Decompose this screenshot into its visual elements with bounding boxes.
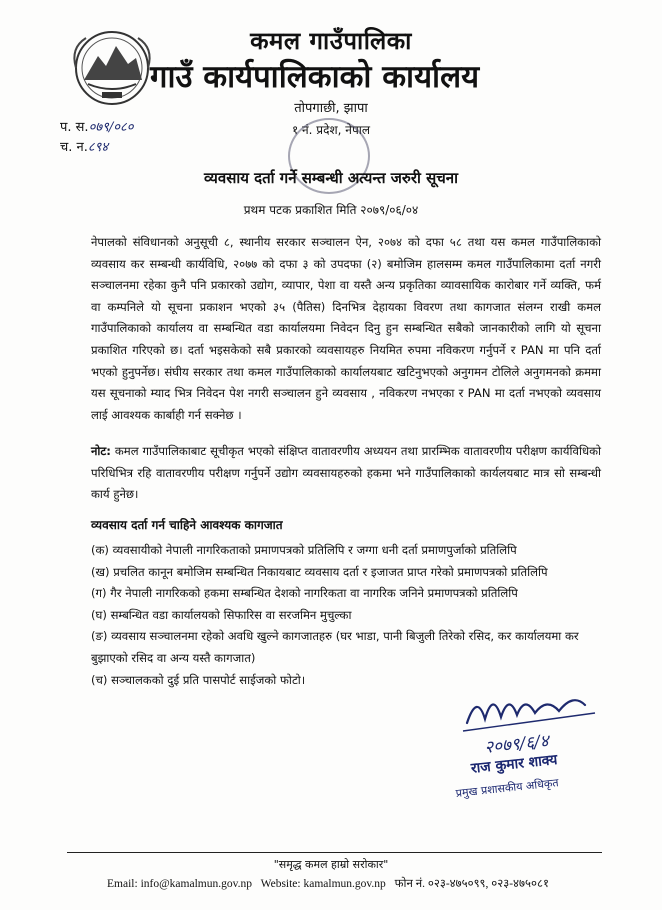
document-item: (घ) सम्बन्धित वडा कार्यालयको सिफारिस वा सरजमिन मुचुल्का	[91, 607, 352, 622]
note-text: कमल गाउँपालिकाबाट सूचीकृत भएको संक्षिप्त वातावरणीय अध्ययन तथा प्रारम्भिक वातावरणीय परीक्षण कार्यविधिको परिधिभित्र रहि वातावरणीय परीक्षण गर्नुपर्ने उद्योग व्यवसायहरुको हकमा भने गाउँपालिकाको कार्यलयबाट मात्र सो सम्बन्धी कार्य हुनेछ।	[91, 444, 601, 502]
notice-body	[91, 232, 601, 426]
municipality-name: कमल गाउँपालिका	[250, 27, 412, 55]
office-location: तोपगाछी, झापा	[294, 101, 368, 116]
signatory-name: राज कुमार शाक्य	[470, 751, 559, 777]
cn-label: च. न.	[60, 140, 88, 155]
publish-date: प्रथम पटक प्रकाशित मिति २०७९/०६/०४	[243, 203, 419, 217]
signatory-designation: प्रमुख प्रशासकीय अधिकृत	[455, 776, 560, 800]
document-item: (ख) प्रचलित कानून बमोजिम सम्बन्धित निकायबाट व्यवसाय दर्ता र इजाजत प्राप्त गरेको प्रमाणपत्रको प्रतिलिपि	[91, 564, 548, 579]
footer-phone: फोन नं. ०२३-४७५०९९, ०२३-४७५०८१	[394, 878, 549, 890]
cn-value: ८९४	[87, 140, 109, 155]
ps-value: ०७९/०८०	[88, 120, 134, 135]
footer-website: Website: kamalmun.gov.np	[260, 878, 386, 890]
office-name: गाउँ कार्यपालिकाको कार्यालय	[150, 59, 480, 95]
document-item: (ग) गैर नेपाली नागरिकको हकमा सम्बन्धित देशको नागरिकता वा नागरिक जनिने प्रमाणपत्रको प्रतिलिपि	[91, 586, 518, 601]
reference-block	[60, 118, 134, 158]
documents-list	[91, 540, 611, 691]
footer-email: Email: info@kamalmun.gov.np	[107, 878, 252, 890]
svg-text:२०७९/६/४: २०७९/६/४	[483, 731, 550, 758]
footer-divider	[67, 852, 602, 853]
note-block	[91, 441, 601, 506]
document-item: (च) सञ्चालकको दुई प्रति पासपोर्ट साईजको फोटो।	[91, 672, 306, 687]
office-province: १ नं. प्रदेश, नेपाल	[291, 123, 371, 137]
notice-title: व्यवसाय दर्ता गर्ने सम्बन्धी अत्यन्त जरुरी सूचना	[204, 169, 458, 187]
note-label: नोट:	[91, 444, 111, 458]
document-item: (ङ) व्यवसाय सञ्चालनमा रहेको अवधि खुल्ने कागजातहरु (घर भाडा, पानी बिजुली तिरेको रसिद, कर कार्यालयमा कर बुझाएको रसिद वा अन्य यस्तै कागजात)	[91, 629, 579, 665]
ps-label: प. स.	[60, 120, 89, 135]
footer-slogan: "समृद्ध कमल हाम्रो सरोकार"	[273, 858, 389, 871]
notice-body-text: नेपालको संविधानको अनुसूची ८, स्थानीय सरकार सञ्चालन ऐन, २०७४ को दफा ५८ तथा यस कमल गाउँपालिकाको व्यवसाय कर सम्बन्धी कार्यविधि, २०७७ को दफा ३ को उपदफा (२) बमोजिम हालसम्म कमल गाउँपालिकामा दर्ता नगरी सञ्चालनमा रहेका कुनै पनि प्रकारको उद्योग, व्यापार, पेशा वा यस्तै अन्य प्रकृतिका व्यावसायिक कारोबार गर्ने व्यक्ति, फर्म वा कम्पनिले यो सूचना प्रकाशन भएको ३५ (पैतिस) दिनभित्र देहायका विवरण तथा कागजात संलग्न राखी कमल गाउँपालिकाको कार्यालय वा सम्बन्धित वडा कार्यालयमा निवेदन दिनु हुन सम्बन्धित सबैको जानकारीको लागि यो सूचना प्रकाशित गरिएको छ। दर्ता भइसकेको सबै प्रकारको व्यवसायहरु नियमित रुपमा नविकरण गर्नुपर्ने र PAN मा पनि दर्ता भएको हुनुपर्नेछ। संघीय सरकार तथा कमल गाउँपालिकाको कार्यालयबाट खटिनुभएको अनुगमन टोलिले अनुगमनको क्रममा यस सूचनाको म्याद भित्र निवेदन पेश नगरी सञ्चालन हुने व्यवसाय , नविकरण नभएका र PAN मा दर्ता नभएको व्यवसाय लाई आवश्यक कार्बाही गर्न सक्नेछ ।	[91, 235, 601, 422]
documents-heading: व्यवसाय दर्ता गर्न चाहिने आवश्यक कागजात	[91, 518, 283, 532]
document-item: (क) व्यवसायीको नेपाली नागरिकताको प्रमाणपत्रको प्रतिलिपि र जग्गा धनी दर्ता प्रमाणपुर्जाको प्रतिलिपि	[91, 543, 517, 557]
footer-contact	[0, 876, 662, 891]
